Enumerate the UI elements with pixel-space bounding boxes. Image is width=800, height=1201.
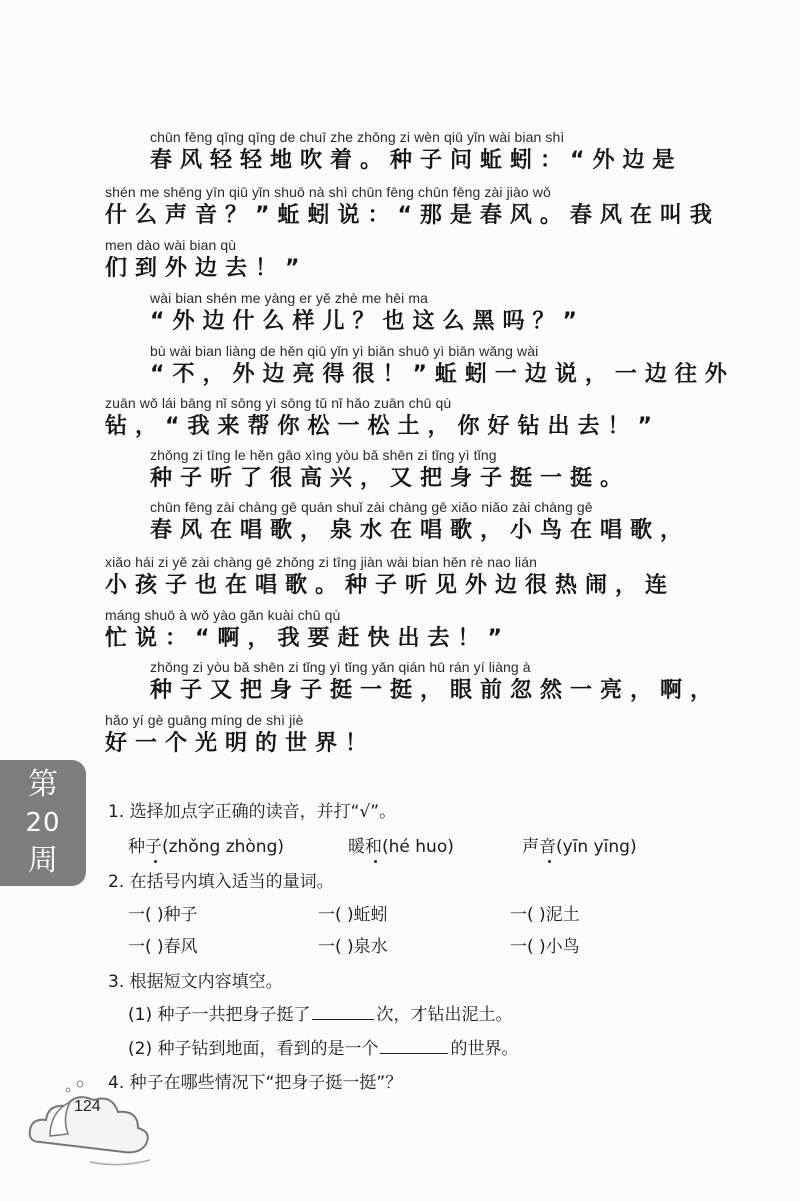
story-line bbox=[105, 711, 705, 759]
story-line bbox=[150, 342, 735, 390]
q2-item-3[interactable]: 一( )泥土 bbox=[510, 905, 580, 925]
question-2-prompt: 2. 在括号内填入适当的量词。 bbox=[108, 872, 334, 892]
story-line bbox=[150, 128, 705, 176]
pinyin-text: chūn fēng qīng qīng de chuī zhe zhǒng zi wèn qiū yǐn wài bian shì bbox=[150, 129, 565, 145]
q1-option-1[interactable]: 种子(zhǒng zhòng) bbox=[128, 837, 284, 857]
question-4-prompt: 4. 种子在哪些情况下“把身子挺一挺”？ bbox=[108, 1073, 403, 1093]
story-line bbox=[105, 236, 705, 284]
side-tab-top: 第 bbox=[28, 767, 58, 802]
pinyin-text: shén me shēng yīn qiū yǐn shuō nà shì chūn fēng chūn fēng zài jiào wǒ bbox=[105, 184, 551, 200]
q1-option-2[interactable]: 暖和(hé huo) bbox=[348, 837, 454, 857]
hanzi-text: 钻，“我来帮你松一松土，你好钻出去！” bbox=[105, 414, 660, 439]
q3-sentence-1: (1) 种子一共把身子挺了 次，才钻出泥土。 bbox=[128, 1005, 513, 1025]
hanzi-text: 春风轻轻地吹着。种子问蚯蚓：“外边是 bbox=[150, 148, 683, 173]
side-tab-bottom: 周 bbox=[28, 843, 58, 878]
side-tab-number: 20 bbox=[25, 808, 61, 838]
hanzi-text: 忙说：“啊，我要赶快出去！” bbox=[105, 626, 510, 651]
pinyin-text: xiǎo hái zi yě zài chàng gē zhǒng zi tīng jiàn wài bian hěn rè nao lián bbox=[105, 554, 538, 570]
hanzi-text: 种子又把身子挺一挺，眼前忽然一亮，啊， bbox=[150, 678, 721, 703]
hanzi-text: “外边什么样儿？也这么黑吗？” bbox=[150, 309, 585, 334]
pinyin-text: hǎo yí gè guāng míng de shì jiè bbox=[105, 712, 304, 728]
pinyin-text: men dào wài bian qù bbox=[105, 237, 237, 253]
hanzi-text: 春风在唱歌，泉水在唱歌，小鸟在唱歌， bbox=[150, 518, 691, 543]
q2-item-1[interactable]: 一( )种子 bbox=[128, 905, 198, 925]
q3-sentence-2: (2) 种子钻到地面，看到的是一个 的世界。 bbox=[128, 1039, 519, 1059]
page-number: 124 bbox=[74, 1098, 101, 1115]
story-line bbox=[105, 394, 705, 442]
story-line bbox=[105, 606, 705, 654]
q3-blank-2[interactable] bbox=[380, 1053, 448, 1054]
hanzi-text: 小孩子也在唱歌。种子听见外边很热闹，连 bbox=[105, 573, 676, 598]
week-side-tab bbox=[0, 760, 86, 886]
story-line bbox=[150, 446, 705, 494]
q2-item-2[interactable]: 一( )蚯蚓 bbox=[318, 905, 388, 925]
hanzi-text: 什么声音？”蚯蚓说：“那是春风。春风在叫我 bbox=[105, 203, 720, 228]
story-line bbox=[105, 183, 720, 231]
pinyin-text: zhǒng zi tīng le hěn gāo xìng yòu bǎ shēn zi tǐng yì tǐng bbox=[150, 447, 497, 463]
pinyin-text: máng shuō à wǒ yào gǎn kuài chū qù bbox=[105, 607, 341, 623]
q2-item-5[interactable]: 一( )泉水 bbox=[318, 937, 388, 957]
story-line bbox=[105, 553, 705, 601]
q3-blank-1[interactable] bbox=[312, 1019, 374, 1020]
story-line bbox=[150, 658, 721, 706]
pinyin-text: bù wài bian liàng de hěn qiū yǐn yì biān shuō yì biān wǎng wài bbox=[150, 343, 539, 359]
hanzi-text: 们到外边去！” bbox=[105, 256, 308, 281]
question-3-prompt: 3. 根据短文内容填空。 bbox=[108, 972, 283, 992]
story-line bbox=[150, 289, 705, 337]
q2-item-4[interactable]: 一( )春风 bbox=[128, 937, 198, 957]
q1-option-3[interactable]: 声音(yīn yīng) bbox=[522, 837, 637, 857]
hanzi-text: “不，外边亮得很！”蚯蚓一边说，一边往外 bbox=[150, 362, 735, 387]
hanzi-text: 好一个光明的世界！ bbox=[105, 731, 376, 756]
hanzi-text: 种子听了很高兴，又把身子挺一挺。 bbox=[150, 466, 631, 491]
pinyin-text: zuān wǒ lái bāng nǐ sōng yì sōng tǔ nǐ hǎo zuān chū qù bbox=[105, 395, 452, 411]
question-1-prompt: 1. 选择加点字正确的读音，并打“√”。 bbox=[108, 802, 397, 822]
story-line bbox=[150, 498, 705, 546]
pinyin-text: chūn fēng zài chàng gē quán shuǐ zài chàng gē xiǎo niǎo zài chàng gē bbox=[150, 499, 593, 515]
pinyin-text: wài bian shén me yàng er yě zhè me hēi ma bbox=[150, 290, 429, 306]
q2-item-6[interactable]: 一( )小鸟 bbox=[510, 937, 580, 957]
cloud-moon-icon bbox=[20, 1072, 170, 1172]
pinyin-text: zhǒng zi yòu bǎ shēn zi tǐng yì tǐng yǎn qián hū rán yí liàng à bbox=[150, 659, 531, 675]
